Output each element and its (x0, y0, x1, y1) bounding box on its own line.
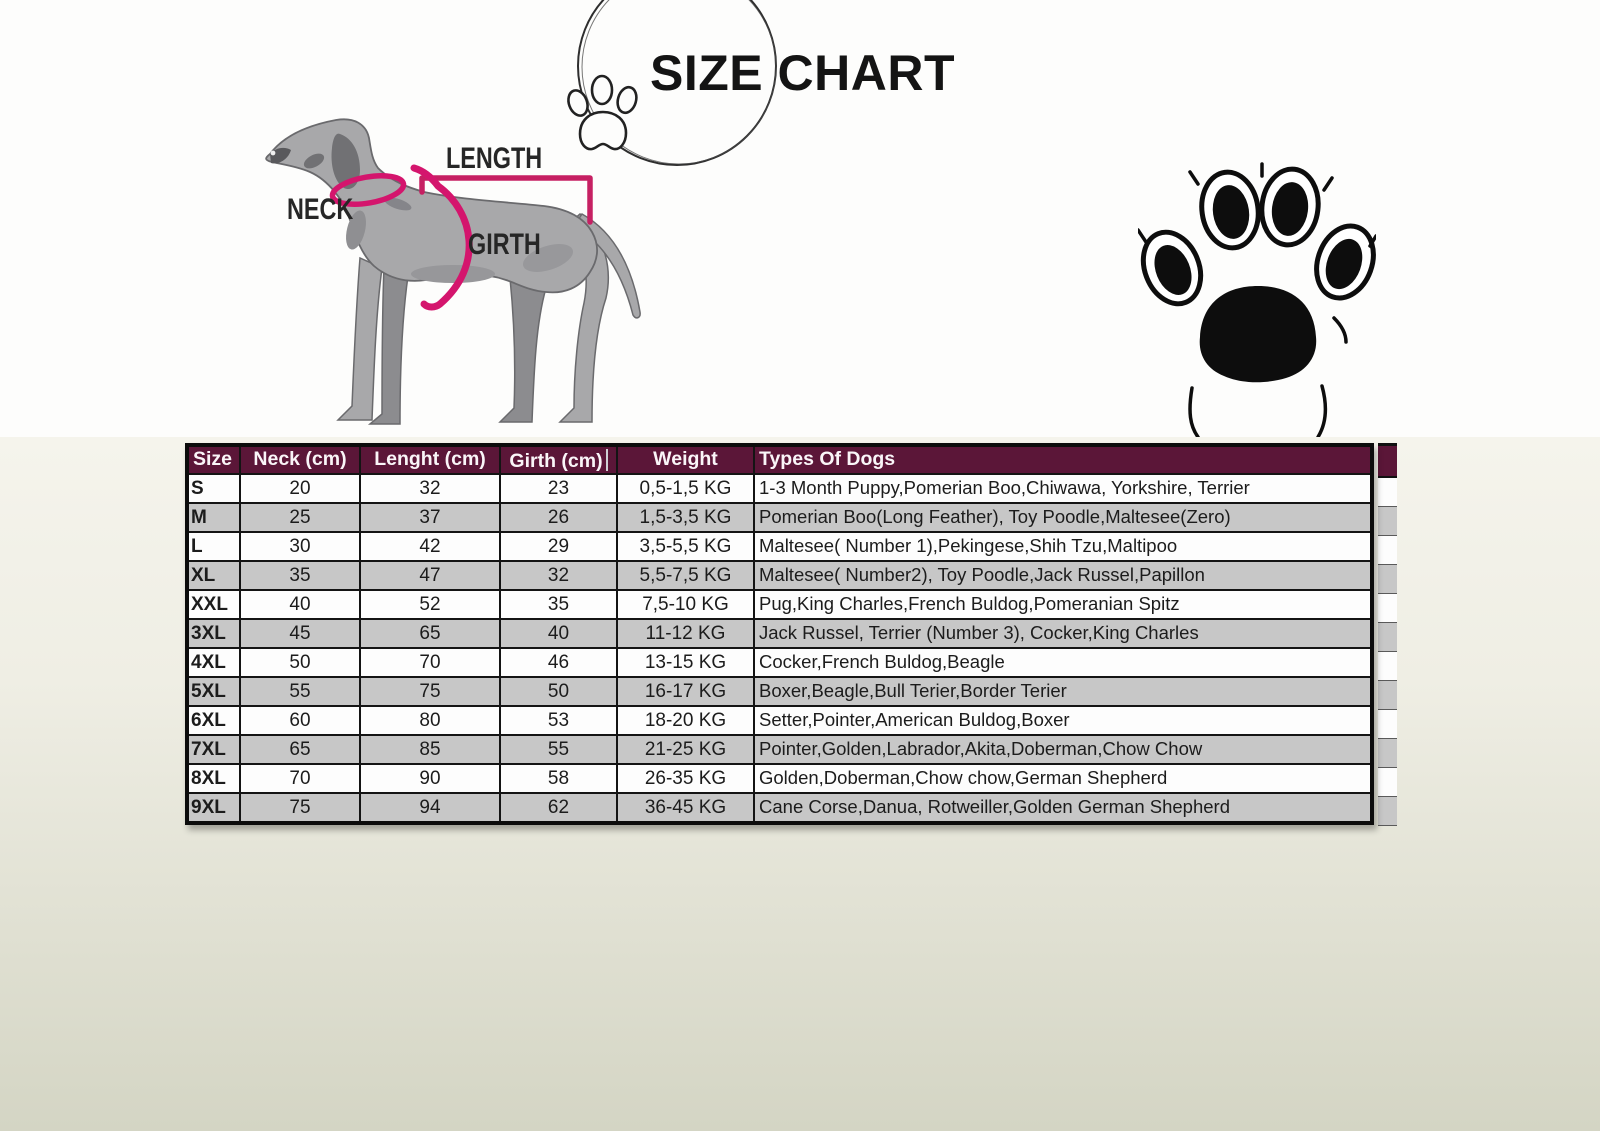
girth-cell: 32 (500, 561, 617, 590)
weight-cell: 26-35 KG (617, 764, 754, 793)
table-overflow-sliver (1378, 443, 1397, 826)
weight-cell: 0,5-1,5 KG (617, 474, 754, 503)
table-row (187, 735, 1372, 764)
table-header-row (187, 445, 1372, 474)
girth-label: GIRTH (468, 228, 541, 261)
weight-cell: 1,5-3,5 KG (617, 503, 754, 532)
neck-cell: 30 (240, 532, 360, 561)
length-cell: 80 (360, 706, 500, 735)
types-cell: Jack Russel, Terrier (Number 3), Cocker,King Charles (754, 619, 1372, 648)
table-row (187, 648, 1372, 677)
size-cell: S (187, 474, 240, 503)
neck-cell: 20 (240, 474, 360, 503)
girth-cell: 62 (500, 793, 617, 823)
size-cell: L (187, 532, 240, 561)
length-cell: 42 (360, 532, 500, 561)
types-cell: Cane Corse,Danua, Rotweiller,Golden German Shepherd (754, 793, 1372, 823)
types-cell: Setter,Pointer,American Buldog,Boxer (754, 706, 1372, 735)
types-cell: Maltesee( Number 1),Pekingese,Shih Tzu,Maltipoo (754, 532, 1372, 561)
neck-cell: 35 (240, 561, 360, 590)
weight-cell: 18-20 KG (617, 706, 754, 735)
girth-cell: 23 (500, 474, 617, 503)
table-row (187, 619, 1372, 648)
neck-cell: 65 (240, 735, 360, 764)
types-cell: Cocker,French Buldog,Beagle (754, 648, 1372, 677)
girth-cell: 50 (500, 677, 617, 706)
column-header-length: Lenght (cm) (360, 445, 500, 474)
size-cell: 8XL (187, 764, 240, 793)
neck-cell: 55 (240, 677, 360, 706)
length-cell: 85 (360, 735, 500, 764)
big-paw-icon (1138, 150, 1376, 437)
length-cell: 90 (360, 764, 500, 793)
neck-cell: 70 (240, 764, 360, 793)
table-row (187, 532, 1372, 561)
column-header-weight: Weight (617, 445, 754, 474)
length-cell: 94 (360, 793, 500, 823)
size-cell: 5XL (187, 677, 240, 706)
girth-cell: 58 (500, 764, 617, 793)
girth-cell: 29 (500, 532, 617, 561)
neck-cell: 60 (240, 706, 360, 735)
length-cell: 32 (360, 474, 500, 503)
length-cell: 65 (360, 619, 500, 648)
length-cell: 37 (360, 503, 500, 532)
types-cell: Maltesee( Number2), Toy Poodle,Jack Russel,Papillon (754, 561, 1372, 590)
neck-cell: 40 (240, 590, 360, 619)
length-cell: 52 (360, 590, 500, 619)
table-row (187, 706, 1372, 735)
column-header-neck: Neck (cm) (240, 445, 360, 474)
size-cell: M (187, 503, 240, 532)
types-cell: Pointer,Golden,Labrador,Akita,Doberman,Chow Chow (754, 735, 1372, 764)
table-row (187, 793, 1372, 823)
table-row (187, 677, 1372, 706)
weight-cell: 13-15 KG (617, 648, 754, 677)
table-row (187, 503, 1372, 532)
types-cell: Pomerian Boo(Long Feather), Toy Poodle,Maltesee(Zero) (754, 503, 1372, 532)
weight-cell: 5,5-7,5 KG (617, 561, 754, 590)
size-cell: 9XL (187, 793, 240, 823)
size-cell: 3XL (187, 619, 240, 648)
weight-cell: 21-25 KG (617, 735, 754, 764)
weight-cell: 3,5-5,5 KG (617, 532, 754, 561)
types-cell: Boxer,Beagle,Bull Terier,Border Terier (754, 677, 1372, 706)
small-paw-icon (565, 76, 639, 149)
girth-cell: 53 (500, 706, 617, 735)
size-cell: 7XL (187, 735, 240, 764)
column-header-types: Types Of Dogs (754, 445, 1372, 474)
table-row (187, 764, 1372, 793)
size-cell: XXL (187, 590, 240, 619)
neck-cell: 25 (240, 503, 360, 532)
girth-cell: 26 (500, 503, 617, 532)
column-header-size: Size (187, 445, 240, 474)
text-cursor-artifact (606, 449, 608, 471)
length-cell: 75 (360, 677, 500, 706)
page-title: SIZE CHART (650, 45, 955, 101)
neck-cell: 45 (240, 619, 360, 648)
table-row (187, 590, 1372, 619)
length-cell: 70 (360, 648, 500, 677)
neck-cell: 50 (240, 648, 360, 677)
weight-cell: 16-17 KG (617, 677, 754, 706)
neck-label: NECK (287, 193, 354, 226)
length-cell: 47 (360, 561, 500, 590)
types-cell: Golden,Doberman,Chow chow,German Shepherd (754, 764, 1372, 793)
table-row (187, 474, 1372, 503)
size-cell: 6XL (187, 706, 240, 735)
weight-cell: 36-45 KG (617, 793, 754, 823)
girth-cell: 40 (500, 619, 617, 648)
table-row (187, 561, 1372, 590)
girth-cell: 55 (500, 735, 617, 764)
neck-cell: 75 (240, 793, 360, 823)
weight-cell: 7,5-10 KG (617, 590, 754, 619)
types-cell: Pug,King Charles,French Buldog,Pomeranian Spitz (754, 590, 1372, 619)
column-header-girth: Girth (cm) (500, 445, 617, 474)
size-cell: XL (187, 561, 240, 590)
size-cell: 4XL (187, 648, 240, 677)
length-label: LENGTH (446, 142, 543, 175)
girth-cell: 46 (500, 648, 617, 677)
girth-cell: 35 (500, 590, 617, 619)
types-cell: 1-3 Month Puppy,Pomerian Boo,Chiwawa, Yorkshire, Terrier (754, 474, 1372, 503)
weight-cell: 11-12 KG (617, 619, 754, 648)
size-table (185, 443, 1374, 825)
